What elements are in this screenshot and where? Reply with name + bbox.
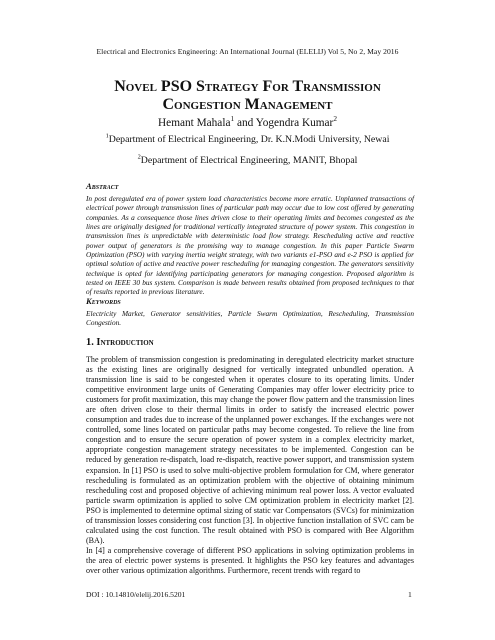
title-line-2: Congestion Management [162, 96, 333, 113]
author-conjunction: and [236, 117, 254, 129]
author-2: Yogendra Kumar [255, 117, 334, 129]
keywords-text: Electricity Market, Generator sensitivities, Particle Swarm Optimization, Rescheduling, Transmission Congestion. [86, 309, 414, 328]
affiliation-2-text: Department of Electrical Engineering, MANIT, Bhopal [140, 155, 358, 166]
page-number: 1 [408, 590, 412, 599]
title-line-1: Novel PSO Strategy For Transmission [114, 78, 381, 95]
footer-doi: DOI : 10.14810/elelij.2016.5201 [86, 590, 186, 599]
introduction-paragraph-2: In [4] a comprehensive coverage of different PSO applications in solving optimization problems in the area of electric power systems is presented. It highlights the PSO key features and advantages over other various optimization algorithms. Furthermore, recent trends with regard to [86, 546, 414, 576]
affiliation-2 [0, 155, 495, 166]
section-number: 1. [86, 337, 94, 348]
author-list [0, 114, 495, 129]
abstract-heading: Abstract [86, 181, 119, 191]
paper-title [0, 78, 495, 114]
introduction-paragraph-1: The problem of transmission congestion is predominating in deregulated electricity market structure as the existing lines are originally designed for vertically integrated unbundled operation. A transmission line is said to be congested when it operates closure to its operating limits. Under competitive environment large units of Generating Companies may offer lower electricity price to customers for profit maximization, this may change the power flow pattern and the transmission lines are often driven close to their thermal limits in order to satisfy the increased electric power consumption and trades due to increase of the unplanned power exchanges. If the exchanges were not controlled, some lines located on particular paths may become congested. To relieve the line from congestion and to ensure the secure operation of power system in a complex electricity market, appropriate congestion management strategy necessitates to be implemented. Congestion can be reduced by generation re-dispatch, load re-dispatch, reactive power support, and transmission system expansion. In [1] PSO is used to solve multi-objective problem formulation for CM, where generator rescheduling is formulated as an optimization problem with the objective of obtaining minimum rescheduling cost and proposed objective of achieving minimum real power loss. A vector evaluated particle swarm optimization is applied to solve CM optimization problem in electricity market [2]. PSO is implemented to determine optimal sizing of static var Compensators (SVCs) for minimization of transmission losses considering cost function [3]. In objective function installation of SVC cam be calculated using the cost function. The result obtained with PSO is compared with Bee Algorithm (BA). [86, 355, 414, 545]
author-1: Hemant Mahala [158, 117, 231, 129]
author-2-affil-mark: 2 [333, 114, 337, 124]
author-1-affil-mark: 1 [230, 114, 235, 124]
keywords-heading: Keywords [86, 296, 121, 306]
journal-header: Electrical and Electronics Engineering: An International Journal (ELELIJ) Vol 5, No 2, May 2016 [96, 47, 399, 56]
section-title: Introduction [96, 337, 154, 348]
affiliation-2-mark: 2 [137, 153, 141, 161]
affiliation-1-mark: 1 [105, 132, 109, 140]
affiliation-1 [0, 134, 495, 145]
abstract-text: In post deregulated era of power system load characteristics become more erratic. Unplanned transactions of electrical power through transmission lines of particular path may occur due to low cost offered by generating companies. As a consequence those lines driven close to their operating limits and becomes congested as the lines are originally designed for traditional vertically integrated structure of power system. This congestion in transmission lines is unpredictable with deterministic load flow strategy. Rescheduling active and reactive power output of generators is the promising way to manage congestion. In this paper Particle Swarm Optimization (PSO) with varying inertia weight strategy, with two variants e1-PSO and e-2 PSO is applied for optimal solution of active and reactive power rescheduling for managing congestion. The generators sensitivity technique is opted for identifying participating generators for managing congestion. Proposed algorithm is tested on IEEE 30 bus system. Comparison is made between results obtained from proposed techniques to that of results reported in previous literature. [86, 194, 414, 297]
introduction-heading [86, 337, 154, 348]
affiliation-1-text: Department of Electrical Engineering, Dr. K.N.Modi University, Newai [108, 134, 390, 145]
